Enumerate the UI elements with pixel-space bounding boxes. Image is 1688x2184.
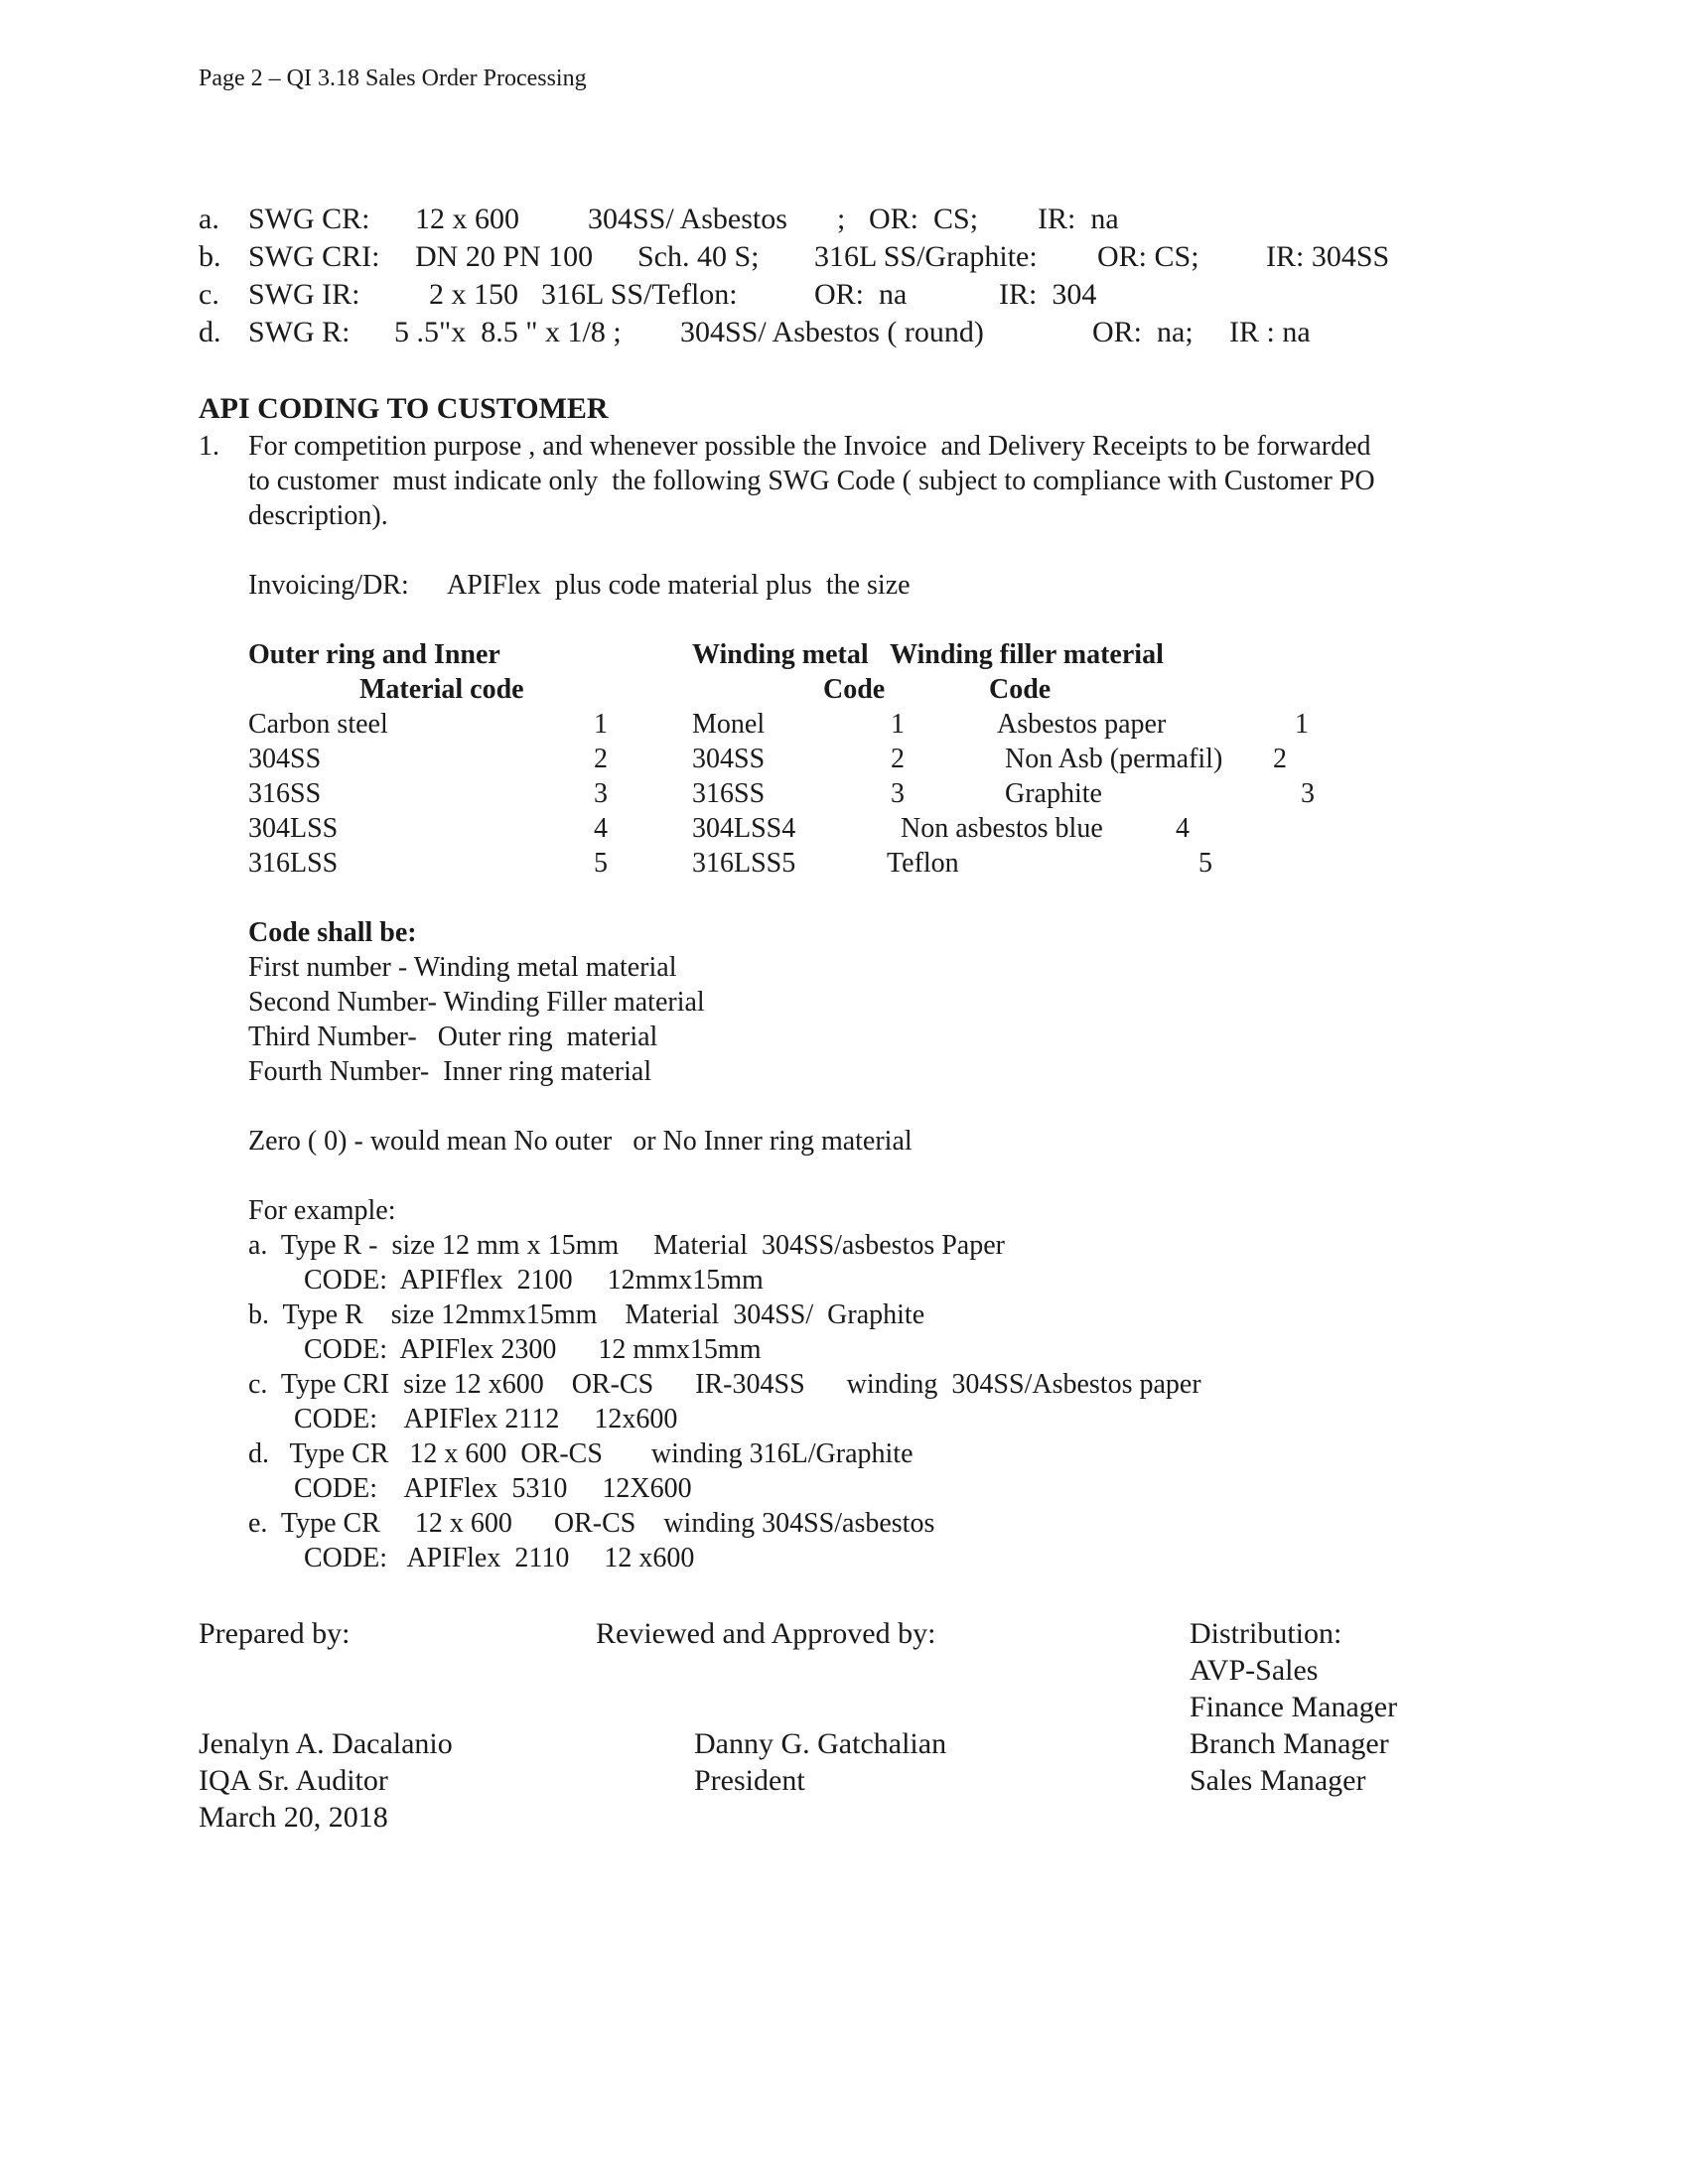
invoicing-value: APIFlex plus code material plus the size (447, 570, 911, 601)
swg-type: SWG R: (248, 316, 351, 348)
swg-material: 304SS/ Asbestos (588, 203, 787, 235)
example-code: CODE: APIFlex 2300 12 mmx15mm (304, 1334, 762, 1365)
outer-code: 5 (594, 848, 608, 879)
item-letter: a. (199, 203, 219, 235)
filler-code: 1 (1295, 709, 1309, 740)
winding-metal: 304SS (692, 744, 766, 774)
example-code: CODE: APIFlex 2110 12 x600 (304, 1543, 695, 1573)
code-rule-line: First number - Winding metal material (248, 952, 677, 983)
distribution-item: Finance Manager (1190, 1691, 1398, 1723)
filler-material: Graphite (1005, 778, 1102, 809)
swg-type: SWG CR: (248, 203, 370, 235)
distribution-item: Sales Manager (1190, 1764, 1366, 1797)
example-line: c. Type CRI size 12 x600 OR-CS IR-304SS winding 304SS/Asbestos paper (248, 1369, 1201, 1400)
winding-code: 2 (891, 744, 905, 774)
swg-size: DN 20 PN 100 (415, 240, 594, 273)
example-line: d. Type CR 12 x 600 OR-CS winding 316L/Graphite (248, 1438, 914, 1469)
code-rule-line: Second Number- Winding Filler material (248, 987, 705, 1018)
column-header: Material code (359, 674, 524, 705)
approver-name: Danny G. Gatchalian (694, 1727, 947, 1760)
filler-code: 3 (1301, 778, 1315, 809)
preparer-name: Jenalyn A. Dacalanio (199, 1727, 453, 1760)
filler-code: 2 (1273, 744, 1287, 774)
code-rules-title: Code shall be: (248, 917, 417, 948)
swg-type: SWG CRI: (248, 240, 380, 273)
example-line: a. Type R - size 12 mm x 15mm Material 304SS/asbestos Paper (248, 1230, 1005, 1261)
outer-material: 316LSS (248, 848, 339, 879)
reviewed-label: Reviewed and Approved by: (596, 1617, 936, 1650)
filler-material: Non asbestos blue (901, 813, 1103, 844)
swg-ir: IR: 304 (999, 278, 1097, 311)
swg-size: 12 x 600 (415, 203, 519, 235)
code-rule-line: Fourth Number- Inner ring material (248, 1056, 652, 1087)
invoicing-label: Invoicing/DR: (248, 570, 409, 601)
code-rule-line: Third Number- Outer ring material (248, 1022, 658, 1052)
page-header: Page 2 – QI 3.18 Sales Order Processing (199, 66, 587, 91)
filler-material: Teflon (887, 848, 959, 879)
preparer-title: IQA Sr. Auditor (199, 1764, 388, 1797)
swg-type: SWG IR: (248, 278, 360, 311)
swg-material: 304SS/ Asbestos ( round) (680, 316, 984, 348)
swg-or: OR: na (814, 278, 908, 311)
paragraph-line: For competition purpose , and whenever possible the Invoice and Delivery Receipts to be forwarded (248, 431, 1371, 462)
column-header: Winding metal (692, 639, 869, 670)
section-heading: API CODING TO CUSTOMER (199, 392, 609, 425)
filler-code: 5 (1198, 848, 1212, 879)
outer-material: Carbon steel (248, 709, 388, 740)
column-header: Winding filler material (890, 639, 1164, 670)
paragraph-line: description). (248, 500, 388, 531)
column-header: Outer ring and Inner (248, 639, 500, 670)
swg-ir: IR : na (1229, 316, 1311, 348)
filler-material: Asbestos paper (997, 709, 1167, 740)
swg-schedule: Sch. 40 S; (637, 240, 760, 273)
approver-title: President (694, 1764, 805, 1797)
column-header: Code (823, 674, 886, 705)
swg-material: 316L SS/Graphite: (814, 240, 1038, 273)
outer-code: 1 (594, 709, 608, 740)
distribution-label: Distribution: (1190, 1617, 1342, 1650)
swg-size: 5 .5"x 8.5 " x 1/8 ; (394, 316, 622, 348)
column-header: Code (989, 674, 1052, 705)
distribution-item: Branch Manager (1190, 1727, 1389, 1760)
winding-metal: Monel (692, 709, 766, 740)
winding-metal: 316SS (692, 778, 766, 809)
outer-material: 316SS (248, 778, 322, 809)
swg-sep: ; (837, 203, 846, 235)
outer-material: 304LSS (248, 813, 339, 844)
example-code: CODE: APIFlex 2112 12x600 (294, 1404, 678, 1434)
winding-code: 3 (891, 778, 905, 809)
swg-ir: IR: 304SS (1266, 240, 1390, 273)
outer-material: 304SS (248, 744, 322, 774)
signoff-date: March 20, 2018 (199, 1801, 388, 1834)
example-line: b. Type R size 12mmx15mm Material 304SS/ Graphite (248, 1299, 925, 1330)
filler-material: Non Asb (permafil) (1005, 744, 1223, 774)
item-number: 1. (199, 431, 219, 462)
distribution-item: AVP-Sales (1190, 1654, 1319, 1687)
example-code: CODE: APIFflex 2100 12mmx15mm (304, 1265, 764, 1296)
swg-or: OR: CS; (1097, 240, 1199, 273)
outer-code: 4 (594, 813, 608, 844)
example-code: CODE: APIFlex 5310 12X600 (294, 1473, 692, 1504)
winding-metal: 304LSS4 (692, 813, 796, 844)
item-letter: c. (199, 278, 219, 311)
swg-material: 316L SS/Teflon: (541, 278, 738, 311)
prepared-label: Prepared by: (199, 1617, 351, 1650)
item-letter: b. (199, 240, 221, 273)
swg-or: OR: na; (1092, 316, 1194, 348)
swg-ir: IR: na (1038, 203, 1119, 235)
outer-code: 2 (594, 744, 608, 774)
item-letter: d. (199, 316, 221, 348)
example-line: e. Type CR 12 x 600 OR-CS winding 304SS/asbestos (248, 1508, 935, 1539)
swg-or: OR: CS; (869, 203, 979, 235)
filler-code: 4 (1176, 813, 1190, 844)
paragraph-line: to customer must indicate only the following SWG Code ( subject to compliance with Customer PO (248, 466, 1375, 496)
outer-code: 3 (594, 778, 608, 809)
swg-size: 2 x 150 (429, 278, 518, 311)
winding-metal: 316LSS5 (692, 848, 796, 879)
examples-title: For example: (248, 1195, 396, 1226)
winding-code: 1 (891, 709, 905, 740)
zero-note: Zero ( 0) - would mean No outer or No Inner ring material (248, 1126, 913, 1157)
